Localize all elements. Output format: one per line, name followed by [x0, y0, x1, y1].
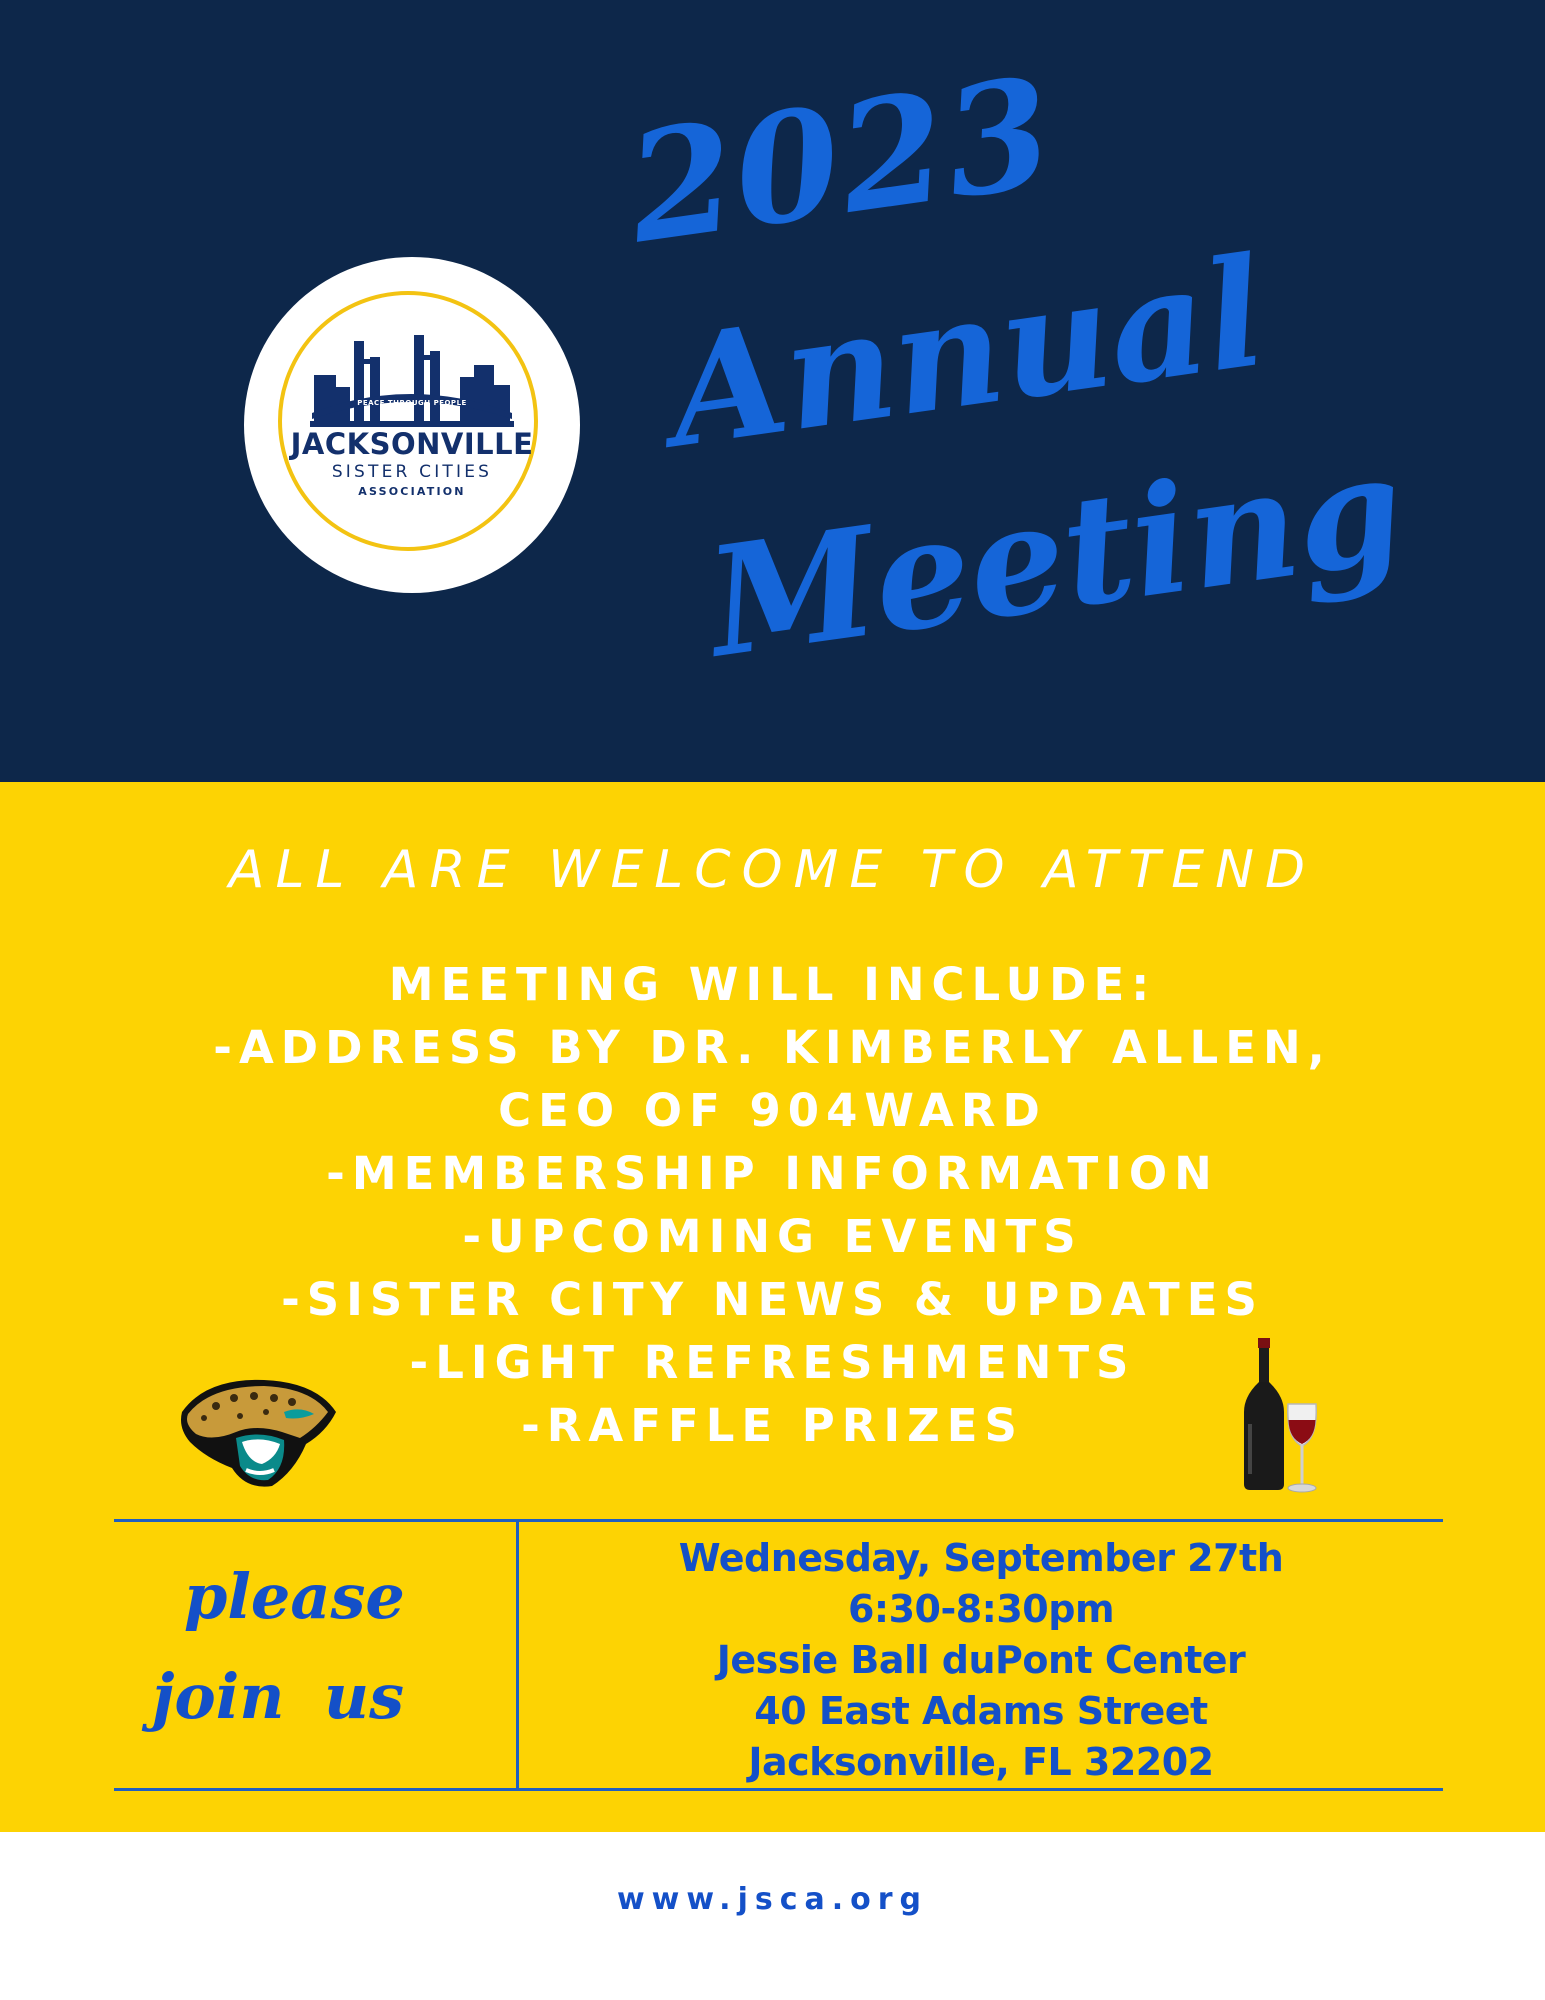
agenda-item: -RAFFLE PRIZES — [521, 1399, 1024, 1452]
agenda-item: -SISTER CITY NEWS & UPDATES — [281, 1273, 1264, 1326]
agenda-item: -UPCOMING EVENTS — [462, 1210, 1083, 1263]
logo-line-3: ASSOCIATION — [358, 485, 466, 498]
jaguar-mascot-icon — [176, 1372, 340, 1490]
event-time: 6:30-8:30pm — [847, 1587, 1115, 1631]
welcome-heading: ALL ARE WELCOME TO ATTEND — [228, 840, 1317, 900]
agenda-item: MEETING WILL INCLUDE: — [388, 958, 1157, 1011]
title-year: 2023 — [618, 43, 1065, 278]
title-meeting: Meeting — [698, 420, 1414, 692]
divider-bottom — [114, 1788, 1443, 1791]
logo-tagline: PEACE THROUGH PEOPLE — [357, 399, 467, 407]
website-link[interactable]: www.jsca.org — [616, 1882, 929, 1917]
event-venue: Jessie Ball duPont Center — [716, 1638, 1246, 1682]
skyline-bridge-icon — [310, 335, 514, 431]
invite-line-1: please — [184, 1560, 405, 1633]
logo-line-1: JACKSONVILLE — [290, 427, 534, 461]
title-annual: Annual — [658, 223, 1275, 482]
jsca-logo — [244, 257, 580, 593]
agenda-item: CEO OF 904WARD — [498, 1084, 1047, 1137]
event-date: Wednesday, September 27th — [678, 1536, 1284, 1580]
agenda-item: -MEMBERSHIP INFORMATION — [326, 1147, 1219, 1200]
event-street: 40 East Adams Street — [754, 1689, 1208, 1733]
wine-bottle-glass-icon — [1236, 1338, 1332, 1498]
invite-line-2: join us — [152, 1660, 404, 1733]
divider-top — [114, 1519, 1443, 1522]
event-city: Jacksonville, FL 32202 — [748, 1740, 1214, 1784]
logo-line-2: SISTER CITIES — [331, 462, 493, 482]
event-details — [519, 1533, 1443, 1788]
agenda-item: -LIGHT REFRESHMENTS — [409, 1336, 1136, 1389]
agenda-item: -ADDRESS BY DR. KIMBERLY ALLEN, — [213, 1021, 1332, 1074]
